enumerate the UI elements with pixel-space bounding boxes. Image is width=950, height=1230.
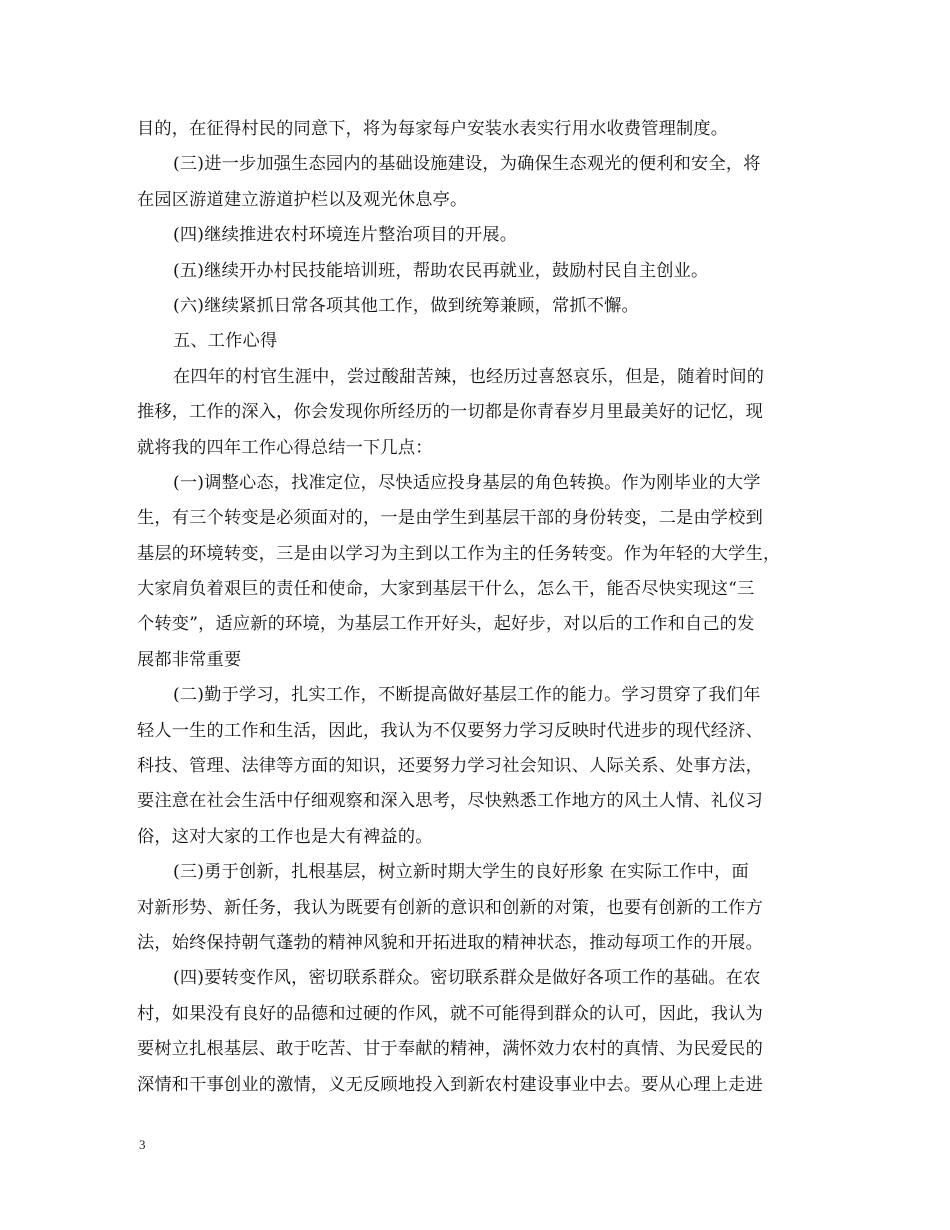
text-line: 要树立扎根基层、敢于吃苦、甘于奉献的精神，满怀效力农村的真情、为民爱民的: [137, 1039, 763, 1060]
text-line: 村，如果没有良好的品德和过硬的作风，就不可能得到群众的认可，因此，我认为: [137, 1003, 763, 1024]
text-line: 大家肩负着艰巨的责任和使命，大家到基层干什么，怎么干，能否尽快实现这“三: [137, 579, 755, 600]
text-line: (四)要转变作风，密切联系群众。密切联系群众是做好各项工作的基础。在农: [173, 968, 761, 989]
text-line: 目的，在征得村民的同意下，将为每家每户安装水表实行用水收费管理制度。: [137, 119, 729, 139]
text-line: (三)进一步加强生态园内的基础设施建设，为确保生态观光的便利和安全，将: [173, 154, 761, 175]
document-body: [137, 112, 827, 1103]
text-line: 推移，工作的深入，你会发现你所经历的一切都是你青春岁月里最美好的记忆，现: [137, 402, 763, 423]
text-line: 五、工作心得: [173, 331, 278, 352]
text-line: 轻人一生的工作和生活，因此，我认为不仅要努力学习反映时代进步的现代经济、: [137, 720, 763, 741]
text-line: 俗，这对大家的工作也是大有裨益的。: [137, 826, 433, 847]
text-line: 法，始终保持朝气蓬勃的精神风貌和开拓进取的精神状态，推动每项工作的开展。: [137, 932, 763, 953]
text-line: 科技、管理、法律等方面的知识，还要努力学习社会知识、人际关系、处事方法，: [137, 756, 763, 777]
text-line: 生，有三个转变是必须面对的，一是由学生到基层干部的身份转变，二是由学校到: [137, 508, 763, 529]
text-line: 对新形势、新任务，我认为既要有创新的意识和创新的对策，也要有创新的工作方: [137, 897, 763, 918]
text-line: 个转变”，适应新的环境，为基层工作开好头，起好步，对以后的工作和自己的发: [137, 614, 755, 635]
text-line: 就将我的四年工作心得总结一下几点：: [137, 437, 433, 458]
text-line: (六)继续紧抓日常各项其他工作，做到统筹兼顾，常抓不懈。: [173, 295, 639, 316]
page-number: 3: [139, 1137, 146, 1152]
text-line: (二)勤于学习，扎实工作，不断提高做好基层工作的能力。学习贯穿了我们年: [173, 685, 761, 706]
text-line: (三)勇于创新，扎根基层，树立新时期大学生的良好形象 在实际工作中，面: [173, 862, 749, 883]
text-line: 深情和干事创业的激情，义无反顾地投入到新农村建设事业中去。要从心理上走进: [137, 1074, 763, 1095]
text-line: 要注意在社会生活中仔细观察和深入思考，尽快熟悉工作地方的风土人情、礼仪习: [137, 791, 763, 812]
text-line: (五)继续开办村民技能培训班，帮助农民再就业，鼓励村民自主创业。: [173, 260, 709, 281]
text-line: 展都非常重要: [137, 649, 242, 670]
text-line: 在园区游道建立游道护栏以及观光休息亭。: [137, 189, 468, 210]
text-line: (一)调整心态，找准定位，尽快适应投身基层的角色转换。作为刚毕业的大学: [173, 472, 761, 493]
text-line: 基层的环境转变，三是由以学习为主到以工作为主的任务转变。作为年轻的大学生，: [137, 543, 781, 564]
text-line: (四)继续推进农村环境连片整治项目的开展。: [173, 225, 518, 246]
text-line: 在四年的村官生涯中，尝过酸甜苦辣，也经历过喜怒哀乐，但是，随着时间的: [173, 366, 765, 387]
